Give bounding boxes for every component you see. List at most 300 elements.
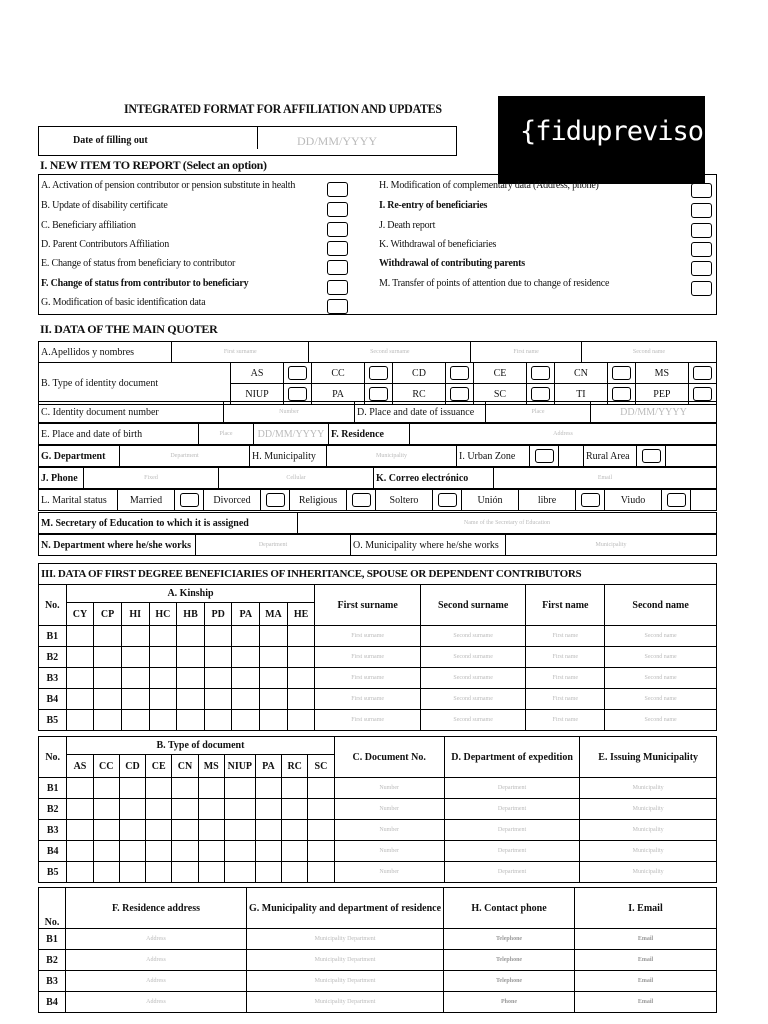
table-row: [39, 820, 717, 841]
phone-table: [38, 467, 717, 489]
doctype-pa-header: PA: [255, 755, 281, 778]
kinship-cell[interactable]: [149, 647, 177, 668]
contact-no-header: No.: [39, 888, 66, 929]
kinship-cell[interactable]: [232, 626, 260, 647]
first-surname-input[interactable]: First surname: [315, 668, 420, 689]
row-label: B1: [39, 929, 66, 950]
kinship-cell[interactable]: [260, 668, 288, 689]
urban-zone-checkbox[interactable]: [530, 446, 559, 467]
department-placeholder: Department: [347, 957, 376, 963]
id-type-ti-label: TI: [554, 384, 607, 405]
doctype-cell[interactable]: [146, 841, 172, 862]
doctype-cell[interactable]: [172, 862, 198, 883]
doctype-cell[interactable]: [93, 841, 119, 862]
id-type-pep-label: PEP: [635, 384, 688, 405]
row-label: B2: [39, 647, 67, 668]
kinship-cell[interactable]: [260, 647, 288, 668]
kinship-cell[interactable]: [287, 647, 315, 668]
doctype-cell[interactable]: [93, 862, 119, 883]
doctype-cell[interactable]: [255, 820, 281, 841]
doctype-cell[interactable]: [282, 862, 308, 883]
kinship-cell[interactable]: [287, 626, 315, 647]
doctype-ms-header: MS: [198, 755, 224, 778]
kinship-cell[interactable]: [260, 626, 288, 647]
marital-religious-checkbox[interactable]: [347, 490, 376, 511]
id-type-ce-label: CE: [473, 363, 526, 384]
kinship-cell[interactable]: [177, 647, 205, 668]
kinship-cell[interactable]: [149, 626, 177, 647]
kinship-cell[interactable]: [287, 668, 315, 689]
municipality-input[interactable]: Municipality: [327, 446, 457, 467]
doctype-cell[interactable]: [255, 778, 281, 799]
marital-label: L. Marital status: [39, 490, 118, 511]
date-of-filling-row: [38, 126, 457, 156]
kinship-cell[interactable]: [94, 647, 122, 668]
secretary-input[interactable]: Name of the Secretary of Education: [298, 513, 717, 534]
id-type-table: [38, 362, 717, 405]
municipality-input[interactable]: Municipality: [580, 799, 717, 820]
option-c-label: C. Beneficiary affiliation: [41, 220, 136, 231]
section2-title: II. DATA OF THE MAIN QUOTER: [40, 322, 218, 336]
phone-fixed-input[interactable]: Fixed: [84, 468, 219, 489]
marital-married-checkbox[interactable]: [175, 490, 204, 511]
second-surname-header: Second surname: [420, 585, 525, 626]
section1-title: I. NEW ITEM TO REPORT (Select an option): [40, 158, 267, 172]
doctype-cell[interactable]: [255, 799, 281, 820]
doctype-cell[interactable]: [119, 778, 145, 799]
department-input[interactable]: Department: [444, 820, 580, 841]
muni-dept-input[interactable]: [247, 929, 444, 950]
marital-soltero-checkbox[interactable]: [433, 490, 462, 511]
row-label: B1: [39, 778, 67, 799]
doctype-cell[interactable]: [282, 820, 308, 841]
form-title: INTEGRATED FORMAT FOR AFFILIATION AND UPDATES: [124, 101, 442, 116]
kinship-cell[interactable]: [232, 668, 260, 689]
id-type-cd-checkbox[interactable]: [445, 363, 473, 384]
table-row: [39, 862, 717, 883]
doctype-rc-header: RC: [282, 755, 308, 778]
first-name-input[interactable]: First name: [526, 668, 605, 689]
department-input[interactable]: Department: [444, 862, 580, 883]
doctype-cell[interactable]: [93, 820, 119, 841]
municipality-input[interactable]: Municipality: [580, 820, 717, 841]
kinship-cell[interactable]: [232, 710, 260, 731]
doctype-cc-header: CC: [93, 755, 119, 778]
marital-viudo-checkbox[interactable]: [662, 490, 691, 511]
table-row: [39, 710, 717, 731]
kinship-cell[interactable]: [260, 710, 288, 731]
kinship-cell[interactable]: [287, 689, 315, 710]
second-name-input[interactable]: Second name: [605, 689, 717, 710]
section3-title: III. DATA OF FIRST DEGREE BENEFICIARIES OF INHERITANCE, SPOUSE OR DEPENDENT CONTRIBUTORS: [41, 568, 582, 580]
municipality-input[interactable]: Municipality: [580, 841, 717, 862]
kinship-cell[interactable]: [121, 710, 149, 731]
doctype-cell[interactable]: [67, 862, 93, 883]
doctype-cd-header: CD: [119, 755, 145, 778]
doctype-cell[interactable]: [67, 778, 93, 799]
table-row: [39, 992, 717, 1013]
kinship-hb-header: HB: [177, 603, 205, 626]
doctype-cell[interactable]: [146, 820, 172, 841]
section3-header: [38, 563, 717, 585]
municipality-placeholder: Municipality: [314, 978, 346, 984]
option-right-1-label: H. Modification of complementary data (Address, phone): [379, 180, 599, 191]
address-input[interactable]: Address: [66, 929, 247, 950]
doctype-cell[interactable]: [119, 841, 145, 862]
second-surname-input[interactable]: Second surname: [420, 689, 525, 710]
second-name-header: Second name: [605, 585, 717, 626]
kinship-cell[interactable]: [177, 689, 205, 710]
doctype-cell[interactable]: [224, 862, 255, 883]
marital-married-label: Married: [118, 490, 175, 511]
doctype-cell[interactable]: [172, 799, 198, 820]
kinship-cell[interactable]: [149, 710, 177, 731]
id-type-label: B. Type of identity document: [39, 363, 231, 405]
kinship-cell[interactable]: [177, 710, 205, 731]
doctype-cell[interactable]: [308, 862, 334, 883]
doctype-cell[interactable]: [119, 820, 145, 841]
doctype-cell[interactable]: [146, 862, 172, 883]
doctype-cell[interactable]: [93, 799, 119, 820]
kinship-cell[interactable]: [260, 689, 288, 710]
id-type-ce-checkbox[interactable]: [526, 363, 554, 384]
option-right-4-checkbox[interactable]: [691, 242, 712, 257]
id-type-ms-label: MS: [635, 363, 688, 384]
kinship-cell[interactable]: [204, 626, 232, 647]
marital-viudo-label: Viudo: [605, 490, 662, 511]
marital-divorced-label: Divorced: [204, 490, 261, 511]
document-number-input[interactable]: Number: [334, 799, 444, 820]
department-input[interactable]: Department: [444, 841, 580, 862]
muni-dept-input[interactable]: [247, 950, 444, 971]
kinship-pa-header: PA: [232, 603, 260, 626]
muni-dept-residence-header: G. Municipality and department of residence: [247, 888, 444, 929]
id-number-table: [38, 401, 717, 423]
table-row: [39, 971, 717, 992]
doctype-cell[interactable]: [308, 778, 334, 799]
residence-label: F. Residence: [329, 424, 410, 445]
doctype-table: [38, 736, 717, 883]
kinship-cell[interactable]: [66, 626, 94, 647]
second-surname-input[interactable]: Second surname: [420, 710, 525, 731]
municipality-input[interactable]: Municipality: [580, 778, 717, 799]
contact-phone-input[interactable]: Telephone: [444, 950, 575, 971]
email-label: K. Correo electrónico: [374, 468, 494, 489]
email-input[interactable]: Email: [575, 971, 717, 992]
kinship-no-header: No.: [39, 585, 67, 626]
kinship-cell[interactable]: [204, 647, 232, 668]
kinship-cell[interactable]: [66, 668, 94, 689]
residence-input[interactable]: Address: [410, 424, 717, 445]
document-number-input[interactable]: Number: [334, 820, 444, 841]
birth-place-input[interactable]: Place: [199, 424, 254, 445]
first-name-input[interactable]: First name: [526, 710, 605, 731]
second-name-input[interactable]: Second name: [605, 668, 717, 689]
contact-table: [38, 887, 717, 1013]
doctype-cell[interactable]: [255, 862, 281, 883]
document-no-header: C. Document No.: [334, 737, 444, 778]
urban-zone-label: I. Urban Zone: [457, 446, 530, 467]
date-of-filling-input[interactable]: DD/MM/YYYY: [297, 134, 378, 148]
row-label: B2: [39, 799, 67, 820]
table-row: [39, 647, 717, 668]
municipality-input[interactable]: Municipality: [580, 862, 717, 883]
row-label: B5: [39, 862, 67, 883]
kinship-cell[interactable]: [66, 647, 94, 668]
option-e-checkbox[interactable]: [327, 260, 348, 275]
doctype-cell[interactable]: [93, 778, 119, 799]
work-municipality-label: O. Municipality where he/she works: [351, 535, 506, 556]
option-d-checkbox[interactable]: [327, 241, 348, 256]
kinship-table: [38, 584, 717, 731]
department-input[interactable]: Department: [120, 446, 250, 467]
kinship-cell[interactable]: [149, 689, 177, 710]
first-name-input[interactable]: First name: [526, 689, 605, 710]
marital-unión-label: Unión: [462, 490, 519, 511]
kinship-cell[interactable]: [121, 689, 149, 710]
kinship-cell[interactable]: [94, 626, 122, 647]
document-number-input[interactable]: Number: [334, 778, 444, 799]
kinship-pd-header: PD: [204, 603, 232, 626]
address-input[interactable]: Address: [66, 950, 247, 971]
email-header: I. Email: [575, 888, 717, 929]
work-department-input[interactable]: Department: [196, 535, 351, 556]
row-label: B3: [39, 971, 66, 992]
names-label: A.Apellidos y nombres: [39, 342, 172, 363]
doctype-cell[interactable]: [282, 841, 308, 862]
id-type-cc-checkbox[interactable]: [364, 363, 392, 384]
issuance-date-input[interactable]: DD/MM/YYYY: [591, 402, 717, 423]
first-surname-header: First surname: [315, 585, 420, 626]
work-department-label: N. Department where he/she works: [39, 535, 196, 556]
work-municipality-input[interactable]: Municipality: [506, 535, 717, 556]
date-of-filling-label: Date of filling out: [73, 135, 148, 146]
second-surname-input[interactable]: Second surname: [420, 668, 525, 689]
kinship-cell[interactable]: [66, 710, 94, 731]
second-name-input[interactable]: Second name: [581, 342, 716, 363]
doctype-cell[interactable]: [282, 778, 308, 799]
doctype-cell[interactable]: [224, 778, 255, 799]
kinship-cell[interactable]: [232, 647, 260, 668]
kinship-cp-header: CP: [94, 603, 122, 626]
id-number-label: C. Identity document number: [39, 402, 224, 423]
kinship-header: A. Kinship: [66, 585, 315, 603]
first-name-input[interactable]: First name: [471, 342, 582, 363]
marital-soltero-label: Soltero: [376, 490, 433, 511]
rural-area-checkbox[interactable]: [637, 446, 666, 467]
doctype-cell[interactable]: [224, 841, 255, 862]
doctype-no-header: No.: [39, 737, 67, 778]
kinship-cell[interactable]: [149, 668, 177, 689]
doctype-cell[interactable]: [282, 799, 308, 820]
table-row: [39, 626, 717, 647]
doctype-cell[interactable]: [119, 799, 145, 820]
doctype-cell[interactable]: [172, 778, 198, 799]
email-input[interactable]: Email: [575, 929, 717, 950]
id-number-input[interactable]: Number: [224, 402, 355, 423]
address-input[interactable]: Address: [66, 971, 247, 992]
work-location-table: [38, 534, 717, 556]
fiduprevisora-logo: [498, 96, 749, 184]
second-name-input[interactable]: Second name: [605, 710, 717, 731]
first-surname-input[interactable]: First surname: [315, 647, 420, 668]
issuing-municipality-header: E. Issuing Municipality: [580, 737, 717, 778]
rural-area-label: Rural Area: [584, 446, 637, 467]
doctype-cell[interactable]: [308, 799, 334, 820]
phone-label: J. Phone: [39, 468, 84, 489]
first-name-input[interactable]: First name: [526, 626, 605, 647]
email-input[interactable]: Email: [494, 468, 717, 489]
doctype-cell[interactable]: [198, 778, 224, 799]
table-row: [39, 668, 717, 689]
doctype-cell[interactable]: [146, 799, 172, 820]
doctype-header: B. Type of document: [67, 737, 334, 755]
department-label: G. Department: [39, 446, 120, 467]
option-g-checkbox[interactable]: [327, 299, 348, 314]
contact-phone-input[interactable]: Phone: [444, 992, 575, 1013]
kinship-cell[interactable]: [121, 647, 149, 668]
contact-phone-input[interactable]: Telephone: [444, 929, 575, 950]
id-type-as-checkbox[interactable]: [284, 363, 312, 384]
marital-divorced-checkbox[interactable]: [261, 490, 290, 511]
kinship-ma-header: MA: [260, 603, 288, 626]
kinship-cell[interactable]: [121, 668, 149, 689]
kinship-he-header: HE: [287, 603, 315, 626]
row-label: B4: [39, 992, 66, 1013]
option-right-3-checkbox[interactable]: [691, 223, 712, 238]
row-label: B5: [39, 710, 67, 731]
department-placeholder: Department: [347, 936, 376, 942]
row-label: B4: [39, 841, 67, 862]
second-surname-input[interactable]: Second surname: [420, 626, 525, 647]
doctype-cell[interactable]: [67, 799, 93, 820]
option-right-1-checkbox[interactable]: [691, 183, 712, 198]
kinship-hc-header: HC: [149, 603, 177, 626]
option-a-checkbox[interactable]: [327, 182, 348, 197]
doctype-cell[interactable]: [146, 778, 172, 799]
option-right-6-label: M. Transfer of points of attention due to change of residence: [379, 278, 610, 289]
kinship-cell[interactable]: [66, 689, 94, 710]
id-type-cc-label: CC: [312, 363, 365, 384]
id-type-sc-label: SC: [473, 384, 526, 405]
kinship-cell[interactable]: [204, 668, 232, 689]
issuance-place-input[interactable]: Place: [486, 402, 591, 423]
marital-libre-checkbox[interactable]: [576, 490, 605, 511]
contact-phone-input[interactable]: Telephone: [444, 971, 575, 992]
option-right-5-label: Withdrawal of contributing parents: [379, 258, 525, 269]
first-surname-input[interactable]: First surname: [315, 710, 420, 731]
email-input[interactable]: Email: [575, 950, 717, 971]
new-item-options: [38, 174, 717, 315]
secretary-table: [38, 512, 717, 534]
doctype-cell[interactable]: [198, 862, 224, 883]
residence-address-header: F. Residence address: [66, 888, 247, 929]
kinship-cell[interactable]: [94, 689, 122, 710]
option-f-checkbox[interactable]: [327, 280, 348, 295]
kinship-cell[interactable]: [204, 710, 232, 731]
doctype-cell[interactable]: [172, 841, 198, 862]
first-name-header: First name: [526, 585, 605, 626]
option-a-label: A. Activation of pension contributor or pension substitute in health: [41, 180, 296, 191]
muni-dept-input[interactable]: [247, 971, 444, 992]
second-name-input[interactable]: Second name: [605, 626, 717, 647]
table-row: [39, 929, 717, 950]
kinship-cell[interactable]: [177, 668, 205, 689]
row-label: B3: [39, 668, 67, 689]
document-number-input[interactable]: Number: [334, 841, 444, 862]
first-surname-input[interactable]: First surname: [315, 626, 420, 647]
department-placeholder: Department: [347, 999, 376, 1005]
doctype-sc-header: SC: [308, 755, 334, 778]
option-c-checkbox[interactable]: [327, 222, 348, 237]
doctype-cell[interactable]: [172, 820, 198, 841]
kinship-cy-header: CY: [66, 603, 94, 626]
option-right-6-checkbox[interactable]: [691, 281, 712, 296]
kinship-cell[interactable]: [94, 668, 122, 689]
muni-dept-input[interactable]: [247, 992, 444, 1013]
doctype-cell[interactable]: [119, 862, 145, 883]
kinship-cell[interactable]: [121, 626, 149, 647]
document-number-input[interactable]: Number: [334, 862, 444, 883]
doctype-cell[interactable]: [224, 820, 255, 841]
kinship-cell[interactable]: [204, 689, 232, 710]
second-surname-input[interactable]: Second surname: [420, 647, 525, 668]
first-surname-input[interactable]: First surname: [172, 342, 309, 363]
option-right-3-label: J. Death report: [379, 220, 436, 231]
kinship-cell[interactable]: [94, 710, 122, 731]
id-type-ms-checkbox[interactable]: [688, 363, 716, 384]
second-name-input[interactable]: Second name: [605, 647, 717, 668]
address-input[interactable]: Address: [66, 992, 247, 1013]
doctype-cell[interactable]: [308, 820, 334, 841]
phone-cellular-input[interactable]: Cellular: [219, 468, 374, 489]
first-name-input[interactable]: First name: [526, 647, 605, 668]
doctype-as-header: AS: [67, 755, 93, 778]
department-input[interactable]: Department: [444, 778, 580, 799]
doctype-cell[interactable]: [255, 841, 281, 862]
kinship-cell[interactable]: [232, 689, 260, 710]
doctype-cell[interactable]: [67, 841, 93, 862]
doctype-cell[interactable]: [67, 820, 93, 841]
department-input[interactable]: Department: [444, 799, 580, 820]
birth-date-input[interactable]: DD/MM/YYYY: [254, 424, 329, 445]
doctype-ce-header: CE: [146, 755, 172, 778]
first-surname-input[interactable]: First surname: [315, 689, 420, 710]
email-input[interactable]: Email: [575, 992, 717, 1013]
birth-label: E. Place and date of birth: [39, 424, 199, 445]
option-b-checkbox[interactable]: [327, 202, 348, 217]
doctype-cell[interactable]: [308, 841, 334, 862]
doctype-cell[interactable]: [198, 799, 224, 820]
doctype-cell[interactable]: [198, 841, 224, 862]
kinship-cell[interactable]: [177, 626, 205, 647]
second-surname-input[interactable]: Second surname: [309, 342, 471, 363]
doctype-cell[interactable]: [224, 799, 255, 820]
department-placeholder: Department: [347, 978, 376, 984]
id-type-cd-label: CD: [393, 363, 446, 384]
option-right-2-checkbox[interactable]: [691, 203, 712, 218]
option-right-4-label: K. Withdrawal of beneficiaries: [379, 239, 497, 250]
marital-table: [38, 489, 717, 511]
row-label: B2: [39, 950, 66, 971]
doctype-cell[interactable]: [198, 820, 224, 841]
kinship-cell[interactable]: [287, 710, 315, 731]
contact-phone-header: H. Contact phone: [444, 888, 575, 929]
option-d-label: D. Parent Contributors Affiliation: [41, 239, 170, 250]
option-right-5-checkbox[interactable]: [691, 261, 712, 276]
id-type-cn-checkbox[interactable]: [607, 363, 635, 384]
department-expedition-header: D. Department of expedition: [444, 737, 580, 778]
